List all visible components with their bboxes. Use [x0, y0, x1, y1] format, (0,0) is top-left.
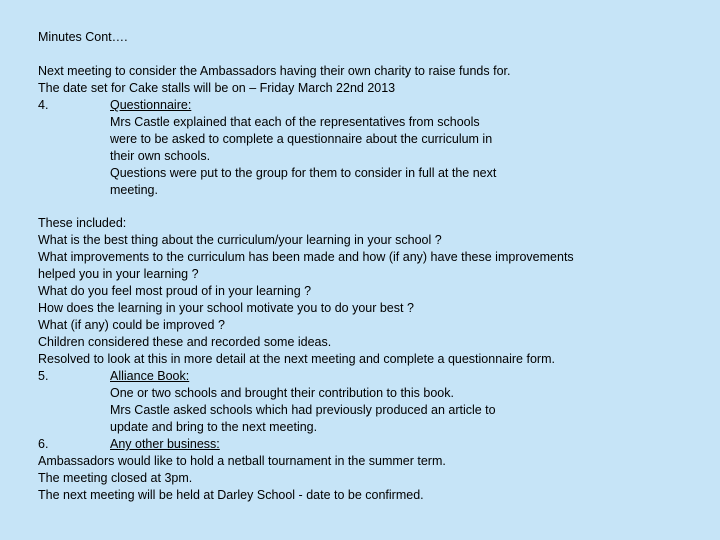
body-line: What is the best thing about the curriculum/your learning in your school ?	[38, 233, 442, 247]
closing-line: The next meeting will be held at Darley School - date to be confirmed.	[38, 488, 424, 502]
item-5-line: One or two schools and brought their contribution to this book.	[110, 386, 454, 400]
body-line: Resolved to look at this in more detail at the next meeting and complete a questionnaire form.	[38, 352, 555, 366]
closing-line: Ambassadors would like to hold a netball tournament in the summer term.	[38, 454, 446, 468]
item-4-line: Mrs Castle explained that each of the representatives from schools	[110, 115, 480, 129]
item-4-line: were to be asked to complete a questionnaire about the curriculum in	[110, 132, 493, 146]
item-6-title: Any other business:	[110, 437, 220, 451]
item-6-number: 6.	[38, 437, 49, 451]
body-line: What improvements to the curriculum has been made and how (if any) have these improvements	[38, 250, 574, 264]
intro-line: Next meeting to consider the Ambassadors having their own charity to raise funds for.	[38, 64, 511, 78]
item-5-number: 5.	[38, 369, 49, 383]
body-line: These included:	[38, 216, 127, 230]
item-5-line: update and bring to the next meeting.	[110, 420, 318, 434]
item-4-title: Questionnaire:	[110, 98, 192, 112]
item-5-line: Mrs Castle asked schools which had previously produced an article to	[110, 403, 496, 417]
intro-line: The date set for Cake stalls will be on – Friday March 22nd 2013	[38, 81, 396, 95]
item-4-line: their own schools.	[110, 149, 211, 163]
body-line: What do you feel most proud of in your learning ?	[38, 284, 312, 298]
body-line: How does the learning in your school motivate you to do your best ?	[38, 301, 414, 315]
body-line: Children considered these and recorded some ideas.	[38, 335, 332, 349]
item-5-title: Alliance Book:	[110, 369, 190, 383]
item-4-line: meeting.	[110, 183, 158, 197]
body-line: helped you in your learning ?	[38, 267, 199, 281]
slide-heading: Minutes Cont….	[38, 30, 128, 44]
body-line: What (if any) could be improved ?	[38, 318, 225, 332]
item-4-number: 4.	[38, 98, 49, 112]
item-4-line: Questions were put to the group for them to consider in full at the next	[110, 166, 497, 180]
closing-line: The meeting closed at 3pm.	[38, 471, 193, 485]
